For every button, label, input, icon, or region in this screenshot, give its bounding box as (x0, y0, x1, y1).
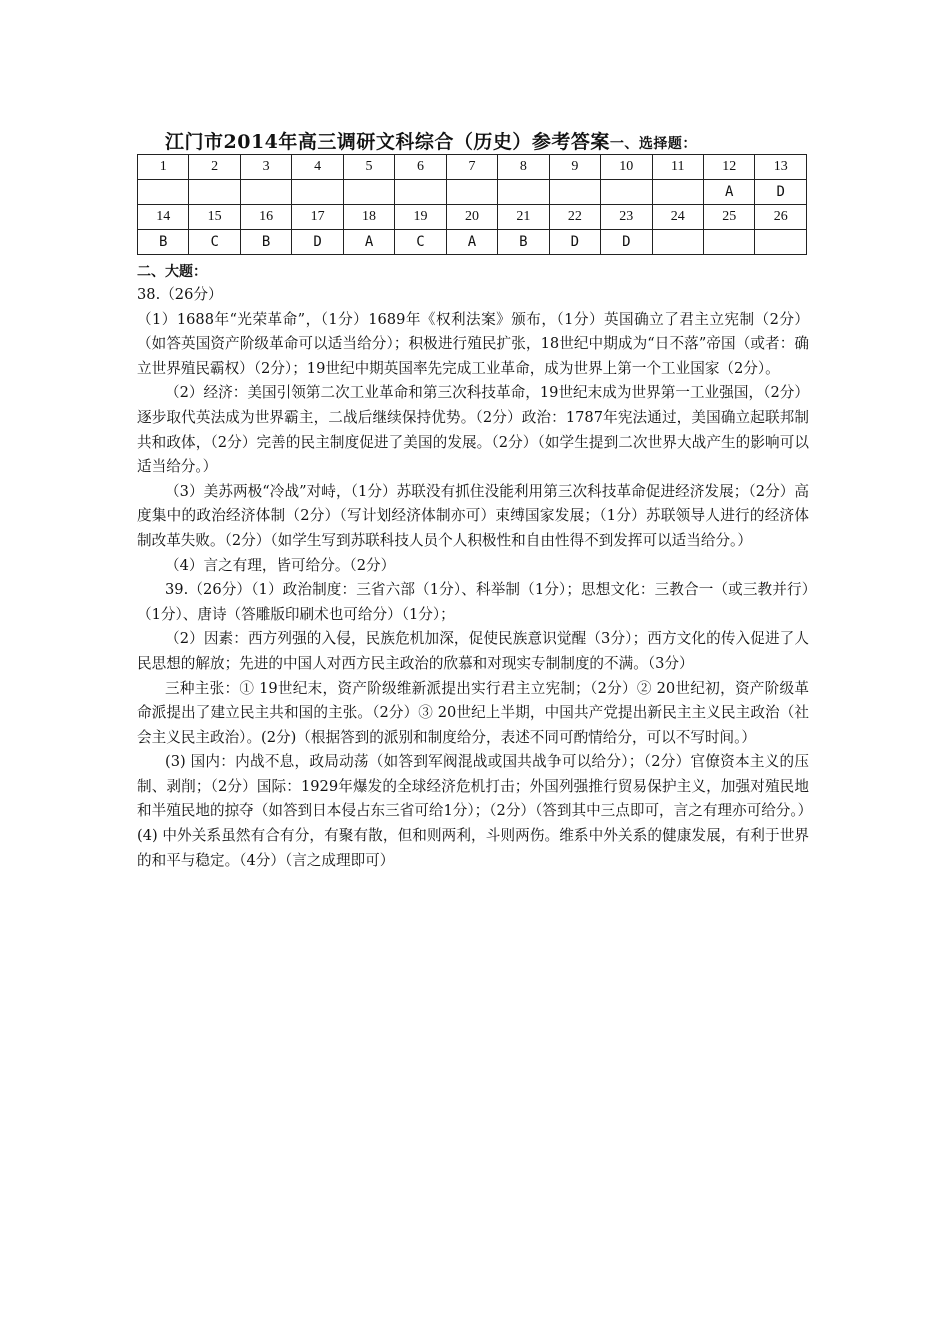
q39-part2: （2）因素：西方列强的入侵，民族危机加深，促使民族意识觉醒（3分）；西方文化的传入促进了人民思想的解放；先进的中国人对西方民主政治的欣慕和对现实专制制度的不满。（3分） (137, 630, 809, 672)
table-cell: 19 (395, 205, 446, 230)
table-cell: 2 (189, 155, 240, 180)
table-row (138, 155, 807, 180)
table-cell (292, 180, 343, 205)
table-cell: 16 (240, 205, 291, 230)
table-cell: B (240, 230, 291, 255)
table-cell: D (755, 180, 807, 205)
table-row (138, 230, 807, 255)
answer-document (137, 128, 813, 873)
table-cell: 5 (343, 155, 394, 180)
table-cell: C (395, 230, 446, 255)
table-cell: 13 (755, 155, 807, 180)
table-cell: D (292, 230, 343, 255)
table-row (138, 180, 807, 205)
table-cell: 10 (601, 155, 652, 180)
section2-label: 二、大题： (137, 264, 207, 280)
table-cell: 26 (755, 205, 807, 230)
table-cell: A (446, 230, 497, 255)
table-cell: 12 (703, 155, 754, 180)
table-cell: B (138, 230, 189, 255)
table-cell: 15 (189, 205, 240, 230)
q38-part2: （2）经济：美国引领第二次工业革命和第三次科技革命，19世纪末成为世界第一工业强国，（2分）逐步取代英法成为世界霸主，二战后继续保持优势。（2分）政治：1787年宪法通过，美国确立起联邦制共和政体，（2分）完善的民主制度促进了美国的发展。（2分）（如学生提到二次世界大战产生的影响可以适当给分。） (137, 384, 809, 476)
table-cell (549, 180, 600, 205)
table-cell (703, 230, 754, 255)
table-cell: 17 (292, 205, 343, 230)
table-cell: B (498, 230, 549, 255)
q38-heading: 38.（26分） (137, 286, 223, 303)
table-cell: 11 (652, 155, 703, 180)
table-cell (755, 230, 807, 255)
table-cell: 7 (446, 155, 497, 180)
section1-label: 一、选择题： (609, 136, 697, 152)
table-cell (446, 180, 497, 205)
table-cell: 18 (343, 205, 394, 230)
table-cell: 6 (395, 155, 446, 180)
q39-part1: 39.（26分）（1）政治制度：三省六部（1分）、科举制（1分）；思想文化：三教合一（或三教并行）（1分）、唐诗（答雕版印刷术也可给分）（1分）； (137, 581, 809, 623)
q39-part4: (4) 中外关系虽然有合有分，有聚有散，但和则两利，斗则两伤。维系中外关系的健康发展，有利于世界的和平与稳定。（4分）（言之成理即可） (137, 827, 809, 869)
table-cell: D (601, 230, 652, 255)
table-cell: 25 (703, 205, 754, 230)
q38-part4: （4）言之有理，皆可给分。（2分） (165, 556, 396, 574)
table-cell (343, 180, 394, 205)
table-cell: 3 (240, 155, 291, 180)
table-cell: 22 (549, 205, 600, 230)
q38-part3: （3）美苏两极“冷战”对峙，（1分）苏联没有抓住没能利用第三次科技革命促进经济发展；（2分）高度集中的政治经济体制（2分）（写计划经济体制亦可）束缚国家发展；（1分）苏联领导人进行的经济体制改革失败。（2分）（如学生写到苏联科技人员个人积极性和自由性得不到发挥可以适当给分。） (137, 482, 809, 549)
table-cell: 4 (292, 155, 343, 180)
table-cell: 8 (498, 155, 549, 180)
table-cell: 1 (138, 155, 189, 180)
q39-part3: (3) 国内：内战不息，政局动荡（如答到军阀混战或国共战争可以给分）；（2分）官僚资本主义的压制、剥削；（2分）国际：1929年爆发的全球经济危机打击；外国列强推行贸易保护主义，加强对殖民地和半殖民地的掠夺（如答到日本侵占东三省可给1分）；（2分）（答到其中三点即可，言之有理亦可给分。） (137, 753, 813, 820)
table-cell (652, 230, 703, 255)
table-cell (138, 180, 189, 205)
table-cell: A (703, 180, 754, 205)
table-cell (189, 180, 240, 205)
table-cell: 21 (498, 205, 549, 230)
table-cell: 9 (549, 155, 600, 180)
table-cell (240, 180, 291, 205)
table-row (138, 205, 807, 230)
table-cell (395, 180, 446, 205)
table-cell: 23 (601, 205, 652, 230)
table-cell (498, 180, 549, 205)
table-cell: C (189, 230, 240, 255)
title-text: 江门市2014年高三调研文科综合（历史）参考答案 (165, 131, 610, 153)
table-cell: 14 (138, 205, 189, 230)
table-cell: D (549, 230, 600, 255)
table-cell: 24 (652, 205, 703, 230)
q38-part1: （1）1688年“光荣革命”，（1分）1689年《权利法案》颁布，（1分）英国确立了君主立宪制（2分）（如答英国资产阶级革命可以适当给分）；积极进行殖民扩张，18世纪中期成为“日不落”帝国（或者：确立世界殖民霸权）（2分）；19世纪中期英国率先完成工业革命，成为世界上第一个工业国家（2分）。 (137, 310, 809, 377)
table-cell (652, 180, 703, 205)
q39-three-proposals: 三种主张：① 19世纪末，资产阶级维新派提出实行君主立宪制；（2分）② 20世纪初，资产阶级革命派提出了建立民主共和国的主张。（2分）③ 20世纪上半期，中国共产党提出新民主主义民主政治（社会主义民主政治）。(2分)（根据答到的派别和制度给分，表述不同可酌情给分，可以不写时间。） (137, 679, 809, 746)
table-cell: A (343, 230, 394, 255)
table-cell: 20 (446, 205, 497, 230)
answer-table (137, 154, 807, 255)
table-cell (601, 180, 652, 205)
